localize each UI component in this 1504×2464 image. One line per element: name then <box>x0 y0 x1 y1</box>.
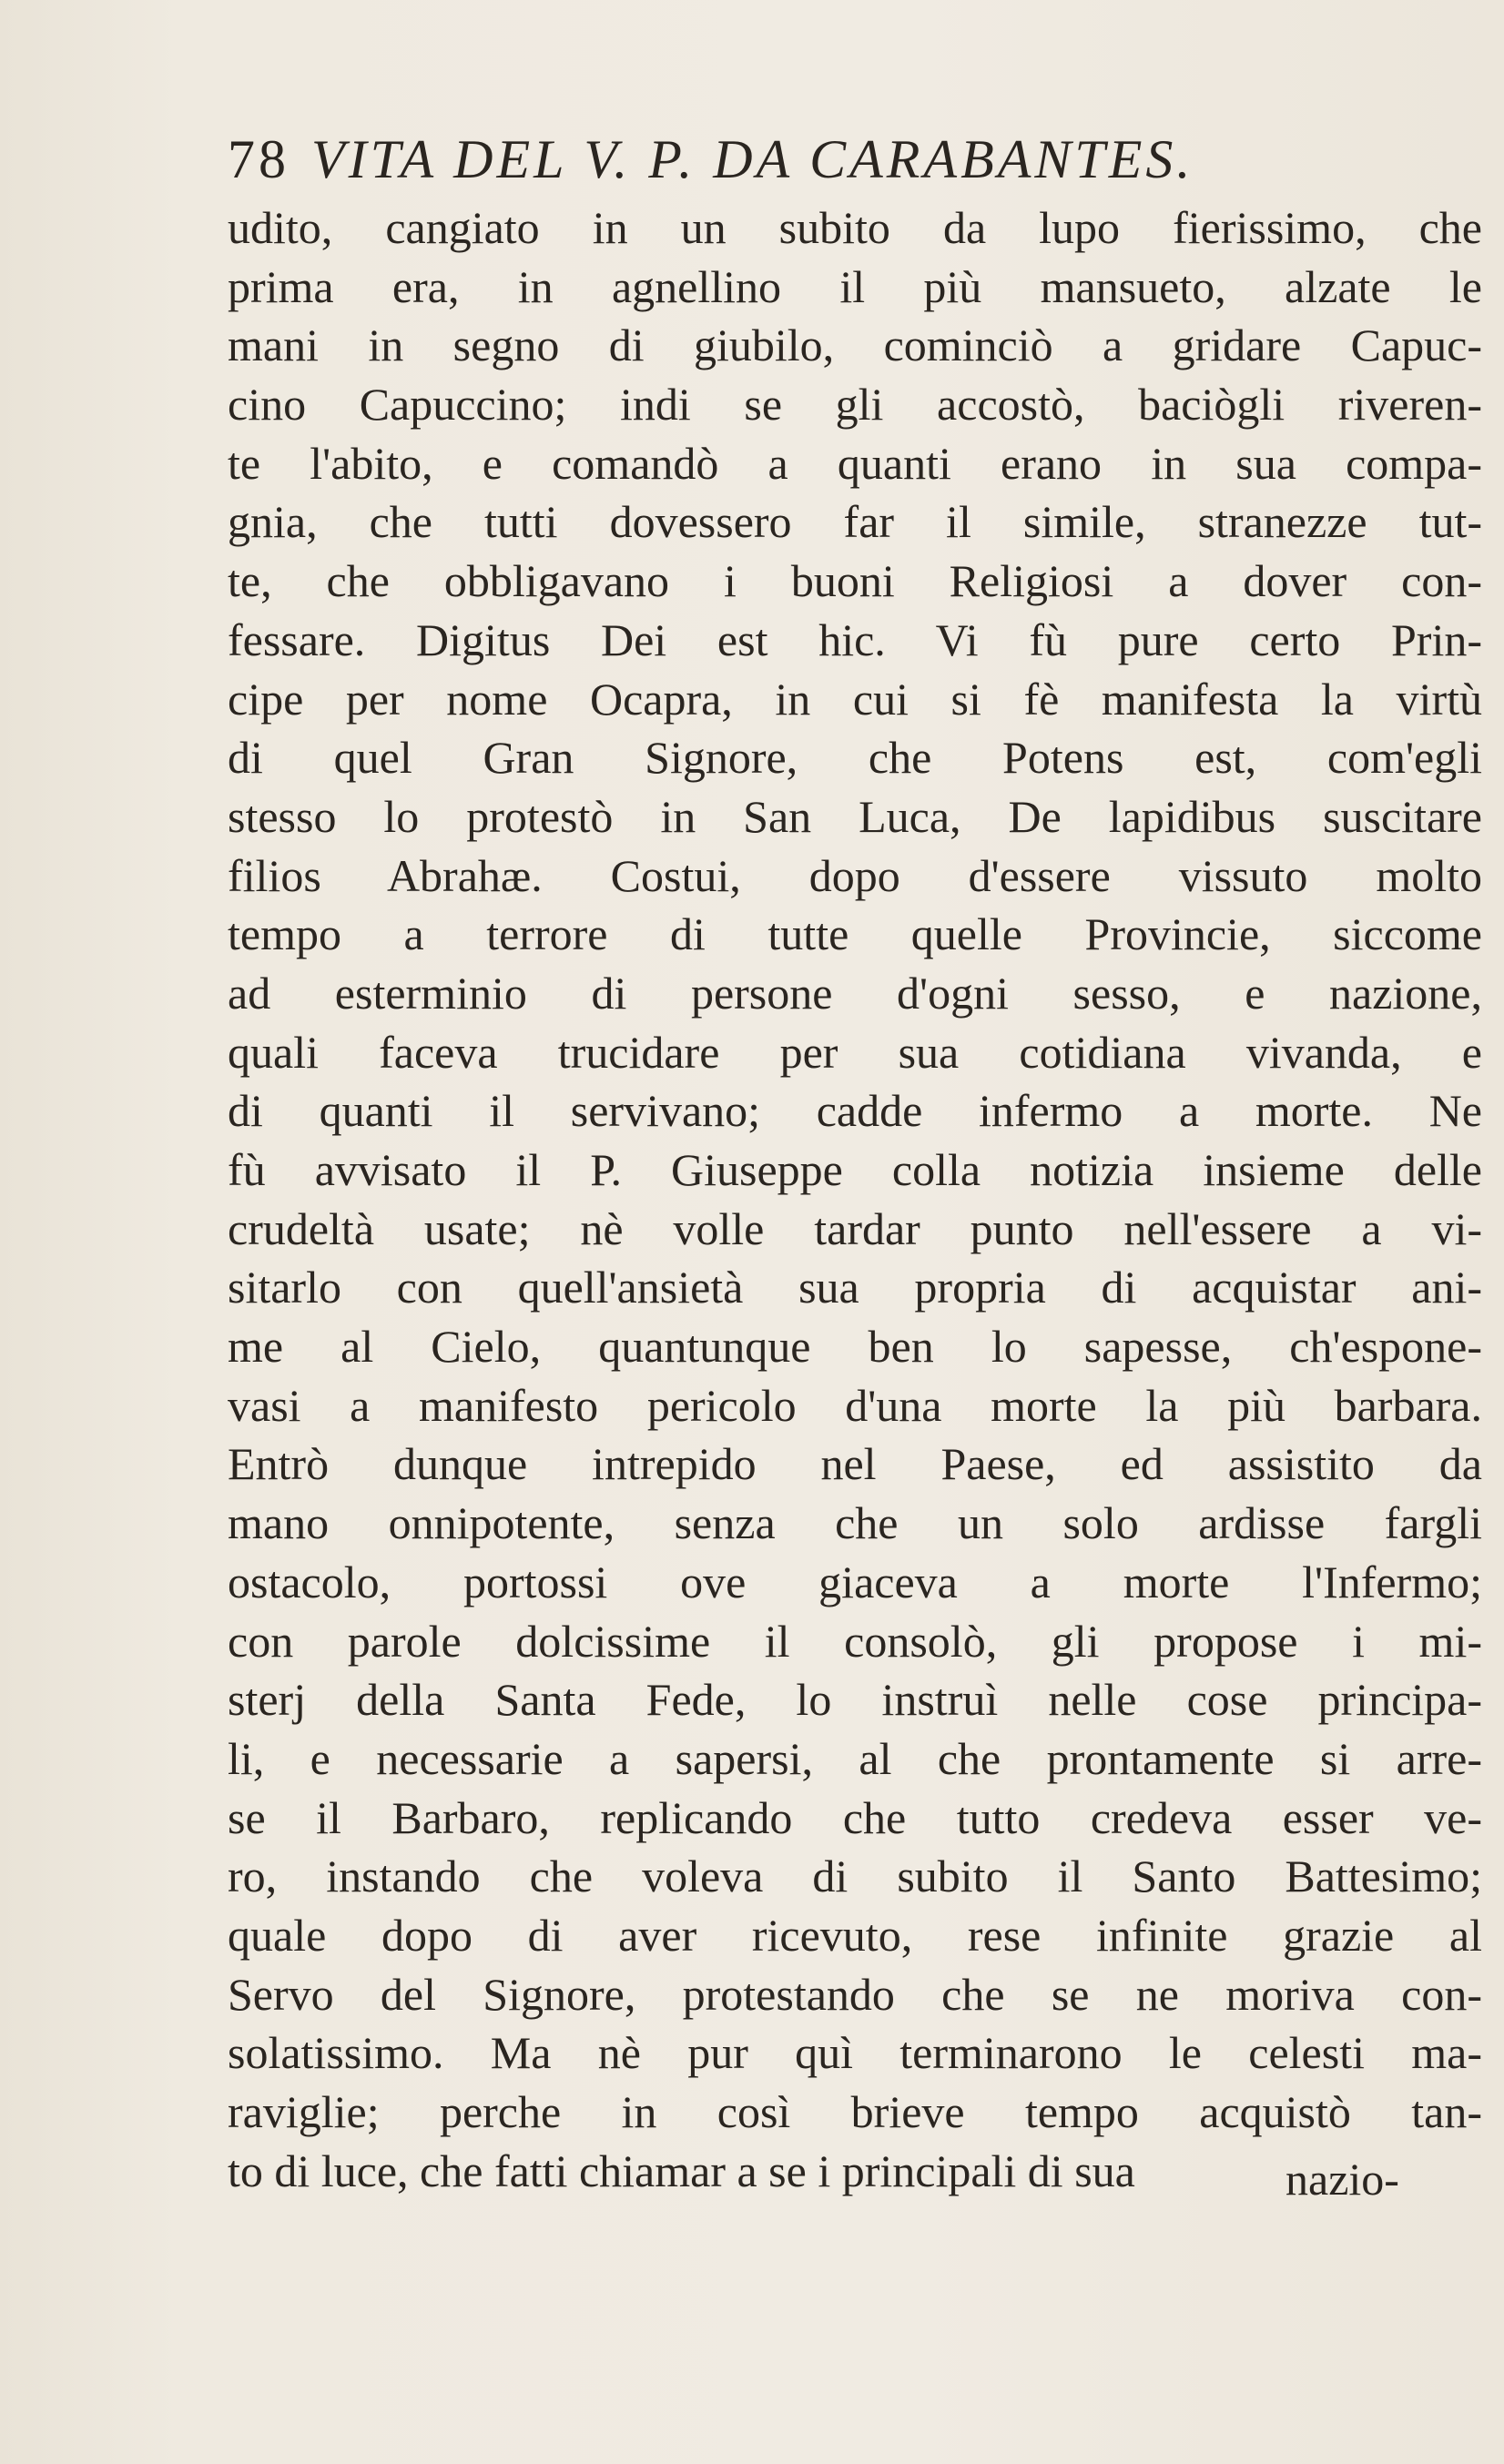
text-line: stesso lo protestò in San Luca, De lapidibus suscitare <box>228 790 1482 842</box>
text-line: me al Cielo, quantunque ben lo sapesse, ch'espone- <box>228 1321 1482 1373</box>
text-line: con parole dolcissime il consolò, gli propose i mi- <box>228 1615 1482 1667</box>
text-line: cipe per nome Ocapra, in cui si fè manifesta la virtù <box>228 673 1482 725</box>
body-text <box>228 198 1482 2200</box>
text-line: filios Abrahæ. Costui, dopo d'essere vissuto molto <box>228 849 1482 901</box>
page-number: 78 <box>228 129 290 189</box>
text-line: prima era, in agnellino il più mansueto, alzate le <box>228 260 1482 312</box>
text-line: mani in segno di giubilo, cominciò a gridare Capuc- <box>228 319 1482 371</box>
text-line: sitarlo con quell'ansietà sua propria di acquistar ani- <box>228 1262 1482 1313</box>
text-line: solatissimo. Ma nè pur quì terminarono le celesti ma- <box>228 2027 1482 2079</box>
text-line: cino Capuccino; indi se gli accostò, baciògli riveren- <box>228 379 1482 431</box>
text-line: te l'abito, e comandò a quanti erano in sua compa- <box>228 437 1482 489</box>
text-line: ostacolo, portossi ove giaceva a morte l'Infermo; <box>228 1556 1482 1607</box>
text-line: crudeltà usate; nè volle tardar punto nell'essere a vi- <box>228 1202 1482 1254</box>
text-line: mano onnipotente, senza che un solo ardisse fargli <box>228 1497 1482 1549</box>
text-line: gnia, che tutti dovessero far il simile, stranezze tut- <box>228 496 1482 548</box>
text-line: fù avvisato il P. Giuseppe colla notizia insieme delle <box>228 1144 1482 1195</box>
text-line: ro, instando che voleva di subito il Santo Battesimo; <box>228 1851 1482 1902</box>
text-line: fessare. Digitus Dei est hic. Vi fù pure certo Prin- <box>228 613 1482 665</box>
text-line: di quel Gran Signore, che Potens est, com'egli <box>228 732 1482 784</box>
text-line: quali faceva trucidare per sua cotidiana vivanda, e <box>228 1026 1482 1078</box>
text-line: udito, cangiato in un subito da lupo fierissimo, che <box>228 202 1482 253</box>
text-line: di quanti il servivano; cadde infermo a morte. Ne <box>228 1085 1482 1137</box>
text-line: Entrò dunque intrepido nel Paese, ed assistito da <box>228 1438 1482 1490</box>
text-line: se il Barbaro, replicando che tutto credeva esser ve- <box>228 1791 1482 1843</box>
text-line: raviglie; perche in così brieve tempo acquistò tan- <box>228 2086 1482 2137</box>
text-line: vasi a manifesto pericolo d'una morte la più barbara. <box>228 1379 1482 1431</box>
page-header <box>228 127 1502 191</box>
catchword: nazio- <box>1286 2154 1399 2205</box>
text-line: Servo del Signore, protestando che se ne moriva con- <box>228 1968 1482 2020</box>
text-line: li, e necessarie a sapersi, al che prontamente si arre- <box>228 1732 1482 1784</box>
text-line: quale dopo di aver ricevuto, rese infinite grazie al <box>228 1909 1482 1961</box>
text-line: to di luce, che fatti chiamar a se i principali di sua <box>228 2145 1135 2196</box>
text-line: ad esterminio di persone d'ogni sesso, e nazione, <box>228 967 1482 1019</box>
running-title: VITA DEL V. P. DA CARABANTES. <box>311 129 1194 189</box>
text-line: tempo a terrore di tutte quelle Provincie, siccome <box>228 908 1482 960</box>
text-line: te, che obbligavano i buoni Religiosi a dover con- <box>228 555 1482 607</box>
text-line: sterj della Santa Fede, lo instruì nelle cose principa- <box>228 1674 1482 1726</box>
